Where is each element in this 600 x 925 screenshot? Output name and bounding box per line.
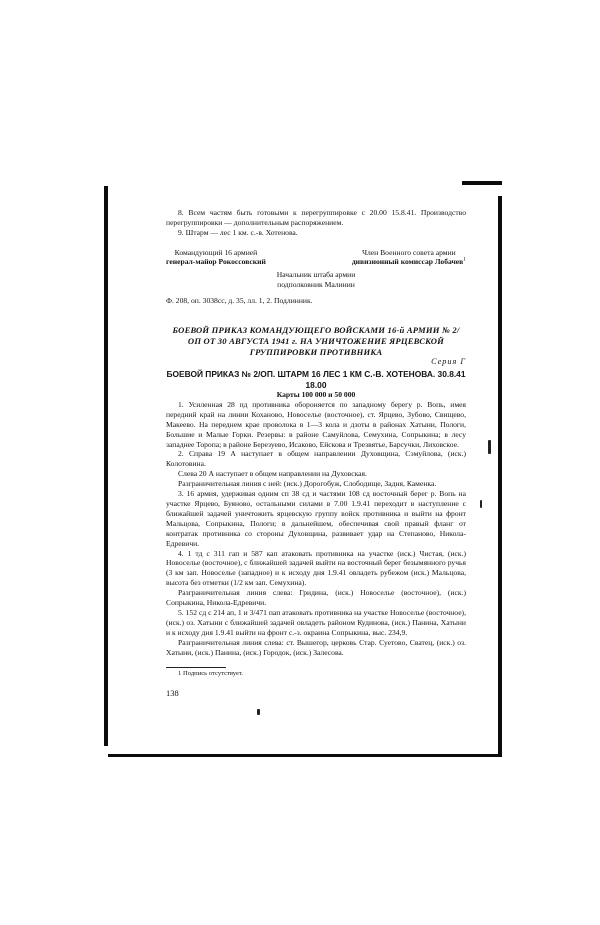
archive-source: Ф. 208, оп. 3038сс, д. 35, лл. 1, 2. Подлинник. — [166, 295, 313, 305]
signature-commander: Командующий 16 армией генерал-майор Рокоссовский — [166, 247, 266, 267]
paragraph-5a: Разграничительная линия слева: ст. Вышегор, церковь Стар. Суетово, Сватец, (иск.) оз. Хатыни, (иск.) Панина, (иск.) Городок, (иск.) Залесова. — [166, 637, 466, 657]
paragraph-2a: Слева 20 А наступает в общем направлении на Духовская. — [178, 469, 367, 479]
top-line-9: 9. Штарм — лес 1 км. с.-в. Хотенова. — [178, 227, 298, 237]
document-page — [166, 208, 466, 698]
page-number: 138 — [166, 687, 179, 698]
paragraph-2: 2. Справа 19 А наступает в общем направлении Духовщина, Сэмуйлова, (иск.) Колотовина. — [166, 449, 466, 469]
signature-council: Член Военного совета армии дивизионный комиссар Лобачев$^1$ — [351, 247, 466, 267]
signature-chief: Начальник штаба армии подполковник Малинин — [276, 269, 356, 289]
series-label: Серия Г — [431, 357, 466, 367]
scan-border-left — [104, 186, 108, 746]
paragraph-1: 1. Усиленная 28 пд противника обороняется по западному берегу р. Вопь, имея передний край на линии Коханово, Новоселье (восточное), ст. Ярцево, Зубово, Свищево, Макеево. На переднем крае проволока в 1—3 кола и дзоты в районах Хатыни, Пологи, Большие и Малые Горки. Резервы: в районе Самуйлова, Семухина, Сопрыкина; в лесу западнее Торопа; в районе Березуево, Исаково, Ейскова и Трезвятье, Барсучки, Лиховское. — [166, 399, 466, 449]
paragraph-5: 5. 152 сд с 214 ап, 1 и 3/471 пап атаковать противника на участке Новоселье (восточное), (иск.) оз. Хатыни с ближайшей задачей овладеть районом Кудинова, (иск.) Панина, Хатыни и к исходу дня 1.9.41 выйти на фронт с.-з. окраина Сопрыкина, выс. 234,9. — [166, 607, 466, 637]
footnote: 1 Подпись отсутствует. — [178, 669, 243, 677]
footnote-mark: 1 — [463, 256, 466, 263]
scan-border-top-mark — [462, 181, 502, 185]
paragraph-3: 3. 16 армия, удерживая одним сп 38 сд и частями 108 сд восточный берег р. Вопь на участке Ярцево, Буяново, остальными силами в 7.00 1.9.41 переходит в наступление с ближайшей задачей уничтожить ярцевскую группу войск противника и выйти на фронт Мальцова, Сопрыкина, Пологи; в дальнейшем, обеспечивая свой правый фланг от контратак противника со стороны Духовщина, развивает удар на Степаново, Никола-Едревичи. — [166, 489, 466, 548]
maps-line: Карты 100 000 и 50 000 — [276, 390, 356, 400]
paragraph-4a: Разграничительная линия слева: Гридина, (иск.) Новоселье (восточное), (иск.) Сопрыкина, Никола-Едревичи. — [166, 588, 466, 608]
scan-speck — [480, 500, 482, 508]
scan-border-bottom — [108, 754, 502, 757]
top-line-8: 8. Всем частям быть готовыми к перегруппировке с 20.00 15.8.41. Производство перегруппировки — дополнительным распоряжением. — [166, 208, 466, 227]
paragraph-2b: Разграничительная линия с ней: (иск.) Дорогобуж, Слободище, Задня, Каменка. — [178, 479, 437, 489]
scan-border-right — [498, 196, 502, 756]
document-heading: БОЕВОЙ ПРИКАЗ КОМАНДУЮЩЕГО ВОЙСКАМИ 16-й АРМИИ № 2/ОП ОТ 30 АВГУСТА 1941 г. НА УНИЧТОЖЕНИЕ ЯРЦЕВСКОЙ ГРУППИРОВКИ ПРОТИВНИКА — [172, 325, 460, 357]
scan-speck — [257, 709, 260, 715]
signature-block — [166, 248, 466, 267]
scan-speck — [488, 440, 491, 454]
paragraph-4: 4. 1 тд с 311 гап и 587 кап атаковать противника на участке (иск.) Чистая, (иск.) Новоселье (восточное), с ближайшей задачей выйти на восточный берег безымянного ручья (3 км зап. Новоселье (западное) и к исходу дня 1.9.41 овладеть рубежом (иск.) Мальцова, высота без отметки (1/2 км зап. Семухина). — [166, 548, 466, 588]
order-title: БОЕВОЙ ПРИКАЗ № 2/ОП. ШТАРМ 16 ЛЕС 1 КМ С.-В. ХОТЕНОВА. 30.8.41 18.00 — [166, 369, 466, 390]
footnote-divider — [166, 667, 226, 668]
